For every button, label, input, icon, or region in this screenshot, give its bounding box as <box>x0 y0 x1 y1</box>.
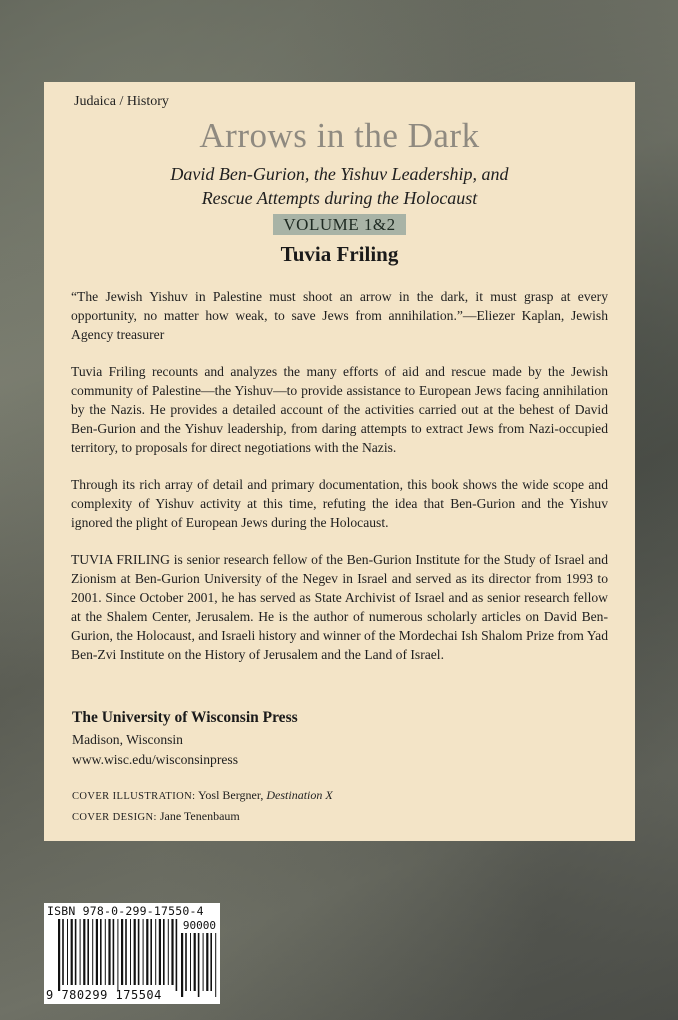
barcode-bar <box>134 919 136 985</box>
barcode-bar <box>75 919 77 985</box>
volume-badge-row <box>44 214 635 235</box>
cover-illustration-credit <box>72 788 333 803</box>
barcode-bar <box>117 919 118 991</box>
barcode-bar <box>80 919 81 985</box>
barcode-bar <box>138 919 140 985</box>
credit-artist: Yosl Bergner, <box>197 788 264 802</box>
barcode-bar <box>121 919 123 985</box>
barcode-bar <box>92 919 93 985</box>
barcode-bar <box>215 933 216 997</box>
barcode-bar <box>71 919 73 985</box>
barcode-bar <box>62 919 64 985</box>
barcode-bar <box>83 919 85 985</box>
barcode-bar <box>181 933 183 997</box>
author-bio: TUVIA FRILING is senior research fellow of the Ben-Gurion Institute for the Study of Israel and Zionism at Ben-Gurion University of the Negev in Israel and served as its director from 1993 to 2001. Since October 2001, he has served as State Archivist of Israel and as senior research fellow at the Shalem Center, Jerusalem. He is the author of numerous scholarly articles on David Ben-Gurion, the Holocaust, and Israeli history and winner of the Mordechai Ish Shalom Prize from Yad Ben-Zvi Institute on the History of Jerusalem and the Land of Israel. <box>71 552 608 662</box>
epigraph-quote: “The Jewish Yishuv in Palestine must shoot an arrow in the dark, it must grasp at every opportunity, no matter how weak, to save Jews from annihilation.”—Eliezer Kaplan, Jewish Agency treasurer <box>71 289 608 342</box>
barcode-bar <box>67 919 68 985</box>
barcode-bar <box>113 919 115 985</box>
cover-design-credit <box>72 809 240 824</box>
barcode-bar <box>108 919 110 985</box>
credit-artwork-title: Destination X <box>266 788 333 802</box>
barcode-bar <box>194 933 196 991</box>
publisher-city: Madison, Wisconsin <box>72 732 183 747</box>
credit-designer: Jane Tenenbaum <box>159 809 240 823</box>
subtitle-line-1: David Ben-Gurion, the Yishuv Leadership, and <box>170 164 509 184</box>
barcode-bar <box>155 919 156 985</box>
category-label: Judaica / History <box>74 94 169 109</box>
publisher-url: www.wisc.edu/wisconsinpress <box>72 752 238 767</box>
barcode-bar <box>125 919 127 985</box>
description-paragraph: Tuvia Friling recounts and analyzes the many efforts of aid and rescue made by the Jewish community of Palestine—the Yishuv—to provide assistance to European Jews facing annihilation by the Nazis. He provides a detailed account of the activities carried out at the behest of David Ben-Gurion and the Yishuv leadership, from daring attempts to extract Jews from Nazi-occupied territory, to proposals for direct negotiations with the Nazis. <box>71 364 608 455</box>
book-title: Arrows in the Dark <box>199 116 480 155</box>
barcode-bar <box>100 919 102 985</box>
price-code: 90000 <box>182 919 216 932</box>
ean-digits: 9 780299 175504 <box>46 988 162 1002</box>
author-name: Tuvia Friling <box>280 242 399 266</box>
barcode-bar <box>176 919 178 991</box>
barcode-bar <box>203 933 204 991</box>
barcode-bar <box>210 933 212 991</box>
isbn-text: ISBN 978-0-299-17550-4 <box>47 904 204 918</box>
description-paragraph: Through its rich array of detail and primary documentation, this book shows the wide scope and complexity of Yishuv activity at this time, refuting the idea that Ben-Gurion and the Yishuv ignored the plight of European Jews during the Holocaust. <box>71 477 608 530</box>
barcode-bar <box>150 919 152 985</box>
barcode-bar <box>105 919 106 985</box>
barcode-bar <box>146 919 148 985</box>
barcode-bar <box>171 919 173 985</box>
barcode-bar <box>206 933 208 991</box>
barcode-bar <box>163 919 165 985</box>
subtitle-line-2: Rescue Attempts during the Holocaust <box>201 188 478 208</box>
barcode-bar <box>185 933 187 991</box>
barcode-bar <box>96 919 98 985</box>
barcode-bar <box>190 933 191 991</box>
back-cover-panel <box>44 82 635 841</box>
barcode-bar <box>168 919 169 985</box>
barcode-bar <box>130 919 131 985</box>
barcode-bar <box>143 919 144 985</box>
description-body <box>71 287 608 682</box>
barcode-bar <box>87 919 89 985</box>
isbn-barcode <box>44 903 220 1004</box>
barcode-bar <box>58 919 60 991</box>
book-subtitle <box>44 162 635 210</box>
credit-label: COVER DESIGN: <box>72 812 157 823</box>
credit-label: COVER ILLUSTRATION: <box>72 791 196 802</box>
barcode-bar <box>198 933 200 997</box>
volume-badge: VOLUME 1&2 <box>273 214 405 235</box>
publisher-name: The University of Wisconsin Press <box>72 709 298 726</box>
barcode-bar <box>159 919 161 985</box>
